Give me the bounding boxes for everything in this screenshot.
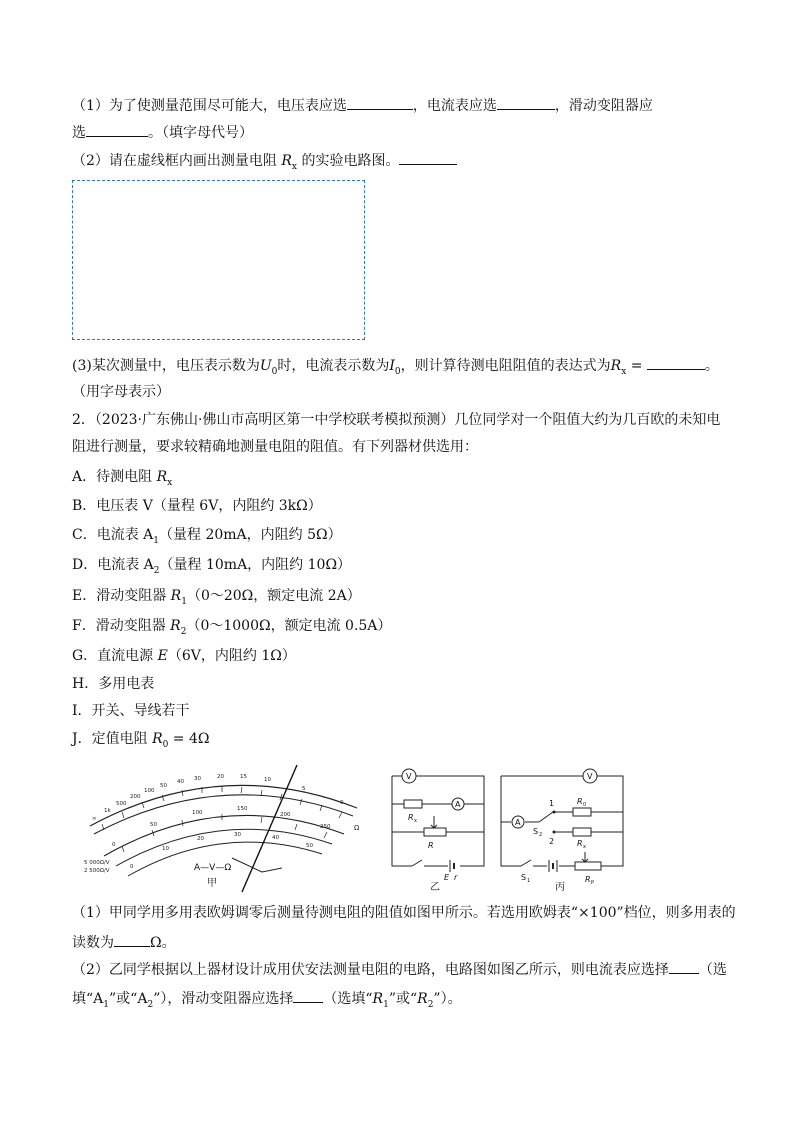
option-a-var: R	[156, 469, 168, 485]
battery-c	[549, 860, 557, 872]
s2-label: S	[533, 827, 539, 836]
battery-b	[450, 860, 454, 872]
q1-part1-line2	[72, 122, 253, 143]
q1-part2-var: R	[281, 153, 292, 169]
switch-s2	[539, 812, 553, 822]
answer-blank-expression[interactable]	[647, 355, 705, 370]
scale-top-3: 200	[130, 794, 141, 800]
option-f	[72, 616, 391, 642]
q1-part3-text-a: (3)某次测量中，电压表示数为	[72, 358, 260, 374]
scale-mid-0: 0	[112, 842, 116, 848]
scale-low-3: 30	[234, 832, 241, 838]
scale-low-2: 20	[197, 836, 204, 842]
resistor-rx-c	[573, 828, 591, 836]
scale-top-9: 15	[240, 774, 247, 780]
rx-label-b: R	[408, 813, 414, 822]
q1-part3-r-sub: x	[621, 366, 627, 377]
rx-sub-c: x	[583, 844, 586, 850]
scale-top-12: 0	[340, 800, 344, 806]
scale-top-7: 30	[194, 776, 201, 782]
q1-part3-note: （用字母表示）	[72, 384, 170, 400]
rheostat-slider-b	[431, 818, 437, 828]
q1-part2-text-b: 的实验电路图。	[301, 153, 400, 169]
q2-sub2-text-c: 填“A	[72, 991, 104, 1007]
option-f-post: （0～1000Ω，额定电流 0.5A）	[186, 618, 392, 634]
scale-top-10: 10	[264, 777, 271, 783]
q2-sub2-text-a: （2）乙同学根据以上器材设计成用伏安法测量电阻的电路，电路图如图乙所示，则电流表应选择	[72, 962, 669, 978]
q1-part3-r: R	[610, 358, 622, 374]
switch-s1	[521, 860, 531, 866]
option-a-text: A．待测电阻	[72, 469, 157, 485]
q2-intro-line2: 阻进行测量，要求较精确地测量电阻的阻值。有下列器材供选用：	[72, 439, 478, 455]
q2-sub2-sub-d1: 2	[147, 999, 154, 1010]
scale-top-8: 20	[217, 774, 224, 780]
circuit-figure-c	[497, 766, 632, 894]
rheostat-label-b: R	[428, 841, 434, 850]
scale-low-0: 0	[130, 864, 134, 870]
scale-mid-1: 50	[150, 822, 157, 828]
option-d-text: D．电流表 A	[72, 557, 154, 573]
scale-mid-4: 200	[280, 812, 291, 818]
multimeter-dial-figure	[82, 760, 372, 895]
scale-low-1: 10	[162, 846, 169, 852]
option-f-var: R	[170, 618, 181, 634]
answer-blank-rheostat-choice[interactable]	[293, 988, 323, 1003]
switch-s2-contact-1	[553, 811, 556, 814]
option-a	[72, 467, 172, 493]
scale-top-0: ∞	[92, 816, 97, 822]
option-c	[72, 525, 342, 551]
q1-part3-text-c: ，则计算待测电阻阻值的表达式为	[400, 358, 611, 374]
option-g-var: E	[157, 648, 168, 664]
q1-part3-u: U	[259, 358, 272, 374]
dial-scale-mid-labels	[112, 806, 331, 848]
circuit-figure-b	[388, 766, 488, 894]
scale-mid-5: 250	[320, 824, 331, 830]
s1-label: S	[521, 873, 527, 882]
option-j-text: J．定值电阻	[72, 731, 153, 747]
option-g	[72, 646, 296, 666]
q2-sub2-r2-sub: 2	[427, 999, 434, 1010]
option-d	[72, 555, 351, 581]
q2-intro-line1: 2．（2023·广东佛山·佛山市高明区第一中学校联考模拟预测）几位同学对一个阻值大约为几百欧的未知电	[72, 412, 721, 428]
dial-mode-label: A—V—Ω	[194, 863, 232, 873]
option-e-post: （0～20Ω，额定电流 2A）	[186, 588, 361, 604]
q2-sub2-r1: R	[372, 991, 384, 1007]
scale-mid-2: 100	[192, 810, 203, 816]
option-e-var: R	[170, 588, 182, 604]
q1-part2-sub: x	[291, 161, 297, 172]
q1-part1-text-b: ，电流表应选	[412, 98, 497, 114]
q2-sub2-line2	[72, 988, 462, 1015]
scale-mid-3: 150	[237, 806, 248, 812]
q2-sub2-line1	[72, 959, 727, 980]
option-f-text: F．滑动变阻器	[72, 618, 171, 634]
q2-sub2-sub-c1: 1	[103, 999, 110, 1010]
s2-pos2-label: 2	[549, 837, 555, 846]
option-e	[72, 586, 361, 612]
q2-sub2-text-g: ”或“	[388, 991, 418, 1007]
rp-sub-c: P	[591, 880, 595, 886]
option-e-sub: 1	[181, 596, 187, 607]
q2-sub2-text-f: （选填“	[323, 991, 373, 1007]
circuit-drawing-box[interactable]	[72, 180, 365, 340]
switch-s2-contact-2	[553, 831, 556, 834]
scale-top-2: 500	[116, 801, 127, 807]
option-j-post: = 4Ω	[168, 731, 210, 747]
s2-pos1-label: 1	[549, 799, 555, 808]
q1-part2-line	[72, 150, 457, 177]
source-label-b: E	[444, 873, 450, 882]
scale-top-11: 5	[302, 786, 306, 792]
resistor-rx-b	[404, 800, 422, 808]
ammeter-label-c: A	[515, 818, 521, 827]
option-b-text: B．电压表 V（量程 6V，内阻约 3kΩ）	[72, 498, 322, 514]
q2-sub1-text-c: Ω。	[150, 935, 176, 951]
scale-top-1: 1k	[104, 808, 111, 814]
rheostat-rp-c	[575, 862, 601, 870]
scale-low-4: 40	[272, 835, 279, 841]
q1-part1-text-c: ，滑动变阻器应	[554, 98, 653, 114]
q1-part3-i-sub: 0	[394, 366, 401, 377]
rx-sub-b: x	[414, 818, 417, 824]
option-c-sub: 1	[153, 535, 160, 546]
answer-blank-ammeter[interactable]	[497, 95, 555, 110]
option-e-text: E．滑动变阻器	[72, 588, 171, 604]
rheostat-slider-c	[582, 852, 588, 862]
option-a-sub: x	[167, 477, 173, 488]
q1-part3-line	[72, 355, 719, 382]
switch-b	[412, 860, 422, 866]
scale-top-6: 40	[177, 779, 184, 785]
dial-arc-ohm	[94, 795, 353, 834]
q2-sub1-line2	[72, 932, 176, 953]
voltmeter-label-c: V	[587, 772, 593, 781]
q2-sub2-text-e: ”），滑动变阻器应选择	[153, 991, 294, 1007]
q2-sub2-r1-sub: 1	[383, 999, 389, 1010]
s2-sub: 2	[539, 832, 543, 838]
q2-sub1-line1: （1）甲同学用多用表欧姆调零后测量待测电阻的阻值如图甲所示。若选用欧姆表“×100”档位，则多用表的	[72, 905, 736, 921]
resistor-r0-c	[573, 808, 591, 816]
r0-label-c: R	[577, 797, 583, 806]
option-i	[72, 701, 190, 721]
option-g-text: G．直流电源	[72, 648, 158, 664]
q1-part2-text-a: （2）请在虚线框内画出测量电阻	[72, 153, 277, 169]
voltmeter-label-b: V	[406, 772, 412, 781]
answer-blank-ammeter-choice[interactable]	[669, 959, 699, 974]
option-c-post: （量程 20mA，内阻约 5Ω）	[159, 527, 342, 543]
dial-ohm-unit: Ω	[354, 824, 360, 832]
option-h-text: H．多用电表	[72, 676, 155, 692]
option-h	[72, 674, 154, 694]
option-j-var: R	[152, 731, 163, 747]
option-d-post: （量程 10mA，内阻约 10Ω）	[159, 557, 352, 573]
scale-low-5: 50	[306, 843, 313, 849]
q2-sub2-r2: R	[417, 991, 428, 1007]
q1-part1-text-a: （1）为了使测量范围尽可能大，电压表应选	[72, 98, 347, 114]
dial-pointer-base	[232, 858, 282, 872]
dial-spec-line1: 5 000Ω/V	[84, 860, 110, 866]
q2-sub2-text-h: ”）。	[433, 991, 462, 1007]
answer-blank-rheostat[interactable]	[86, 122, 148, 137]
figure-caption-a: 甲	[207, 878, 217, 889]
dial-arc-outer	[90, 785, 357, 826]
s1-sub: 1	[527, 878, 531, 884]
dial-scale-top-labels	[92, 774, 344, 822]
option-j	[72, 729, 210, 755]
q1-part3-i: I	[389, 358, 395, 374]
answer-blank-voltmeter[interactable]	[347, 95, 413, 110]
option-c-text: C．电流表 A	[72, 527, 154, 543]
q2-sub2-text-d: ”或“A	[109, 991, 148, 1007]
figure-caption-b: 乙	[430, 882, 440, 893]
q1-part1-line1	[72, 95, 653, 116]
rp-label-c: R	[585, 875, 591, 884]
q1-part3-eq: =	[626, 358, 647, 374]
source-r-label-b: r	[454, 873, 458, 882]
option-i-text: I．开关、导线若干	[72, 703, 190, 719]
q1-part3-text-b: 时，电流表示数为	[277, 358, 390, 374]
option-g-post: （6V，内阻约 1Ω）	[167, 648, 296, 664]
q2-sub2-text-b: （选	[698, 962, 727, 978]
option-f-sub: 2	[180, 626, 187, 637]
dial-spec-line2: 2 500Ω/V	[84, 868, 110, 874]
scale-top-4: 100	[144, 788, 155, 794]
rheostat-b	[424, 828, 446, 836]
q1-part3-text-d: 。	[704, 358, 719, 374]
q1-part3-u-sub: 0	[271, 366, 278, 377]
option-d-sub: 2	[153, 565, 160, 576]
dial-needle	[242, 765, 297, 892]
q1-part1-text-d: 选	[72, 125, 86, 141]
answer-blank-circuit[interactable]	[399, 150, 457, 165]
ammeter-label-b: A	[455, 800, 461, 809]
rx-label-c: R	[577, 839, 583, 848]
q2-sub1-text-b: 读数为	[72, 935, 114, 951]
option-b	[72, 496, 322, 516]
answer-blank-reading[interactable]	[114, 932, 150, 947]
scale-top-5: 50	[160, 783, 167, 789]
r0-sub-c: 0	[583, 802, 587, 808]
option-j-sub: 0	[162, 739, 169, 750]
q1-part1-text-e: 。（填字母代号）	[148, 125, 253, 141]
figure-caption-c: 丙	[555, 882, 565, 893]
